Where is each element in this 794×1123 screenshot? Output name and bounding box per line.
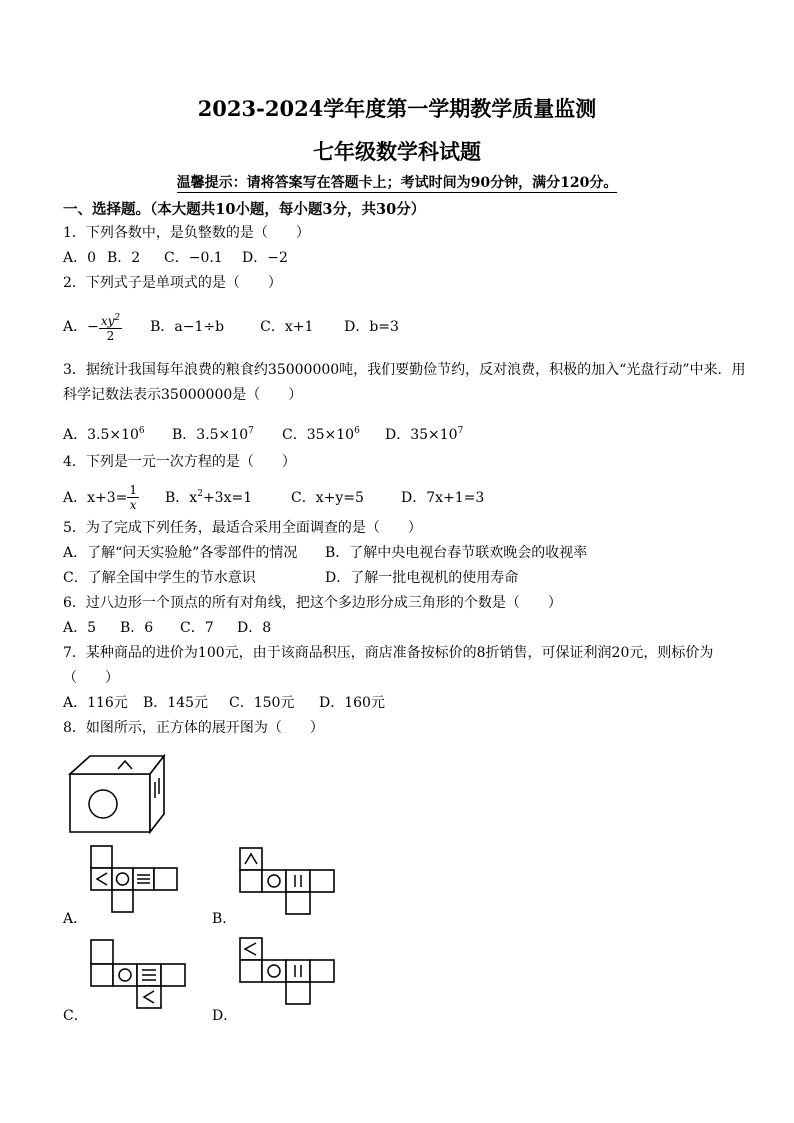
- q3-a-exp: 6: [138, 426, 145, 436]
- question-1-options: [63, 249, 288, 267]
- net-option-b: [238, 846, 338, 916]
- q4-option-b: [165, 476, 291, 516]
- q3-option-a: [63, 422, 172, 444]
- q1-option-c: C．−0.1: [164, 250, 223, 266]
- question-5-stem: 5．为了完成下列任务，最适合采用全面调查的是（ ）: [63, 520, 422, 536]
- q3-option-c: [282, 422, 385, 444]
- q4-option-a-fraction: [127, 483, 139, 512]
- question-8-stem: 8．如图所示，正方体的展开图为（ ）: [63, 720, 324, 736]
- q1-option-d: D．−2: [242, 250, 288, 266]
- net-option-c: [89, 940, 189, 1012]
- q1-option-a: A．0: [63, 250, 97, 266]
- q5-option-b: B．了解中央电视台春节联欢晚会的收视率: [325, 545, 588, 561]
- q5-option-c: C．了解全国中学生的节水意识: [63, 570, 256, 586]
- q3-d-base: D．35×10: [385, 426, 458, 443]
- question-6-options: [63, 619, 271, 637]
- q3-d-exp: 7: [457, 426, 464, 436]
- q2-a-denominator: 2: [106, 329, 115, 343]
- question-4-stem: 4．下列是一元一次方程的是（ ）: [63, 454, 296, 470]
- question-2-options: [63, 308, 399, 346]
- warm-tip-text: 温馨提示：请将答案写在答题卡上；考试时间为90分钟，满分120分。: [176, 175, 618, 191]
- q1-option-b: B．2: [107, 250, 141, 266]
- q2-a-numerator: xy: [100, 314, 115, 328]
- q4-option-d: D．7x+1=3: [401, 489, 485, 506]
- q4-b-base: B．x: [165, 489, 198, 506]
- cube-front-face: [70, 774, 150, 832]
- q3-option-d: [385, 422, 463, 444]
- q7-option-a: A．116元: [63, 695, 128, 711]
- q4-a-denominator: x: [129, 498, 137, 513]
- q2-option-a-fraction: [99, 311, 122, 343]
- net-b-label: B．: [212, 911, 237, 927]
- cube-top-face: [70, 756, 164, 774]
- q7-option-c: C．150元: [229, 695, 295, 711]
- q3-b-exp: 7: [248, 426, 254, 436]
- q2-option-b: B．a−1÷b: [150, 319, 225, 335]
- q4-b-rest: +3x=1: [202, 489, 253, 506]
- question-4-options: [63, 476, 484, 516]
- net-d-label: D．: [212, 1008, 238, 1024]
- net-option-a: [89, 846, 184, 916]
- q4-a-numerator: 1: [129, 483, 138, 498]
- q6-option-d: D．8: [237, 620, 272, 636]
- question-5-options-row2: [63, 569, 518, 587]
- q5-option-a: A．了解“问天实验舱”各零部件的情况: [63, 545, 298, 561]
- q2-option-a-label: A．−: [63, 319, 99, 335]
- q5-option-d: D．了解一批电视机的使用寿命: [325, 570, 519, 586]
- net-a-label: A．: [63, 911, 88, 927]
- q6-option-a: A．5: [63, 620, 97, 636]
- question-7-options: [63, 694, 385, 712]
- q4-b-exp: 2: [197, 489, 203, 499]
- net-option-d: [238, 936, 338, 1008]
- q6-option-b: B．6: [120, 620, 154, 636]
- q4-option-c: C．x+y=5: [291, 489, 364, 506]
- question-7-stem-line2: （ ）: [63, 670, 119, 686]
- question-1-stem: 1．下列各数中，是负整数的是（ ）: [63, 225, 310, 241]
- section-heading: 一、选择题。（本大题共10小题，每小题3分，共30分）: [63, 201, 426, 218]
- question-3-stem-line2: 科学记数法表示35000000是（ ）: [63, 387, 303, 403]
- question-2-stem: 2．下列式子是单项式的是（ ）: [63, 275, 282, 291]
- question-6-stem: 6．过八边形一个顶点的所有对角线，把这个多边形分成三角形的个数是（ ）: [63, 595, 562, 611]
- net-c-label: C．: [63, 1008, 88, 1024]
- q7-option-b: B．145元: [143, 695, 209, 711]
- q3-b-base: B．3.5×10: [172, 426, 249, 443]
- q2-option-c: C．x+1: [260, 319, 314, 335]
- q2-a-exponent: 2: [114, 313, 121, 323]
- q3-a-base: A．3.5×10: [63, 426, 139, 443]
- question-7-stem-line1: 7．某种商品的进价为100元，由于该商品积压，商店准备按标价的8折销售，可保证利润20元，则标价为: [63, 645, 714, 661]
- exam-subtitle: 七年级数学科试题: [313, 139, 481, 164]
- question-3-options: [63, 422, 463, 444]
- q2-option-d: D．b=3: [344, 319, 399, 335]
- q4-option-a-label: A．x+3=: [63, 489, 128, 506]
- q3-c-exp: 6: [354, 426, 360, 436]
- q3-option-b: [172, 422, 282, 444]
- q6-option-c: C．7: [180, 620, 214, 636]
- q3-c-base: C．35×10: [282, 426, 355, 443]
- exam-title: 2023-2024学年度第一学期教学质量监测: [197, 96, 597, 121]
- cube-figure: [66, 752, 166, 836]
- question-5-options-row1: [63, 544, 587, 562]
- question-3-stem-line1: 3．据统计我国每年浪费的粮食约35000000吨，我们要勤俭节约，反对浪费，积极的加入“光盘行动”中来．用: [63, 362, 746, 378]
- warm-tip: [0, 172, 794, 192]
- q7-option-d: D．160元: [319, 695, 385, 711]
